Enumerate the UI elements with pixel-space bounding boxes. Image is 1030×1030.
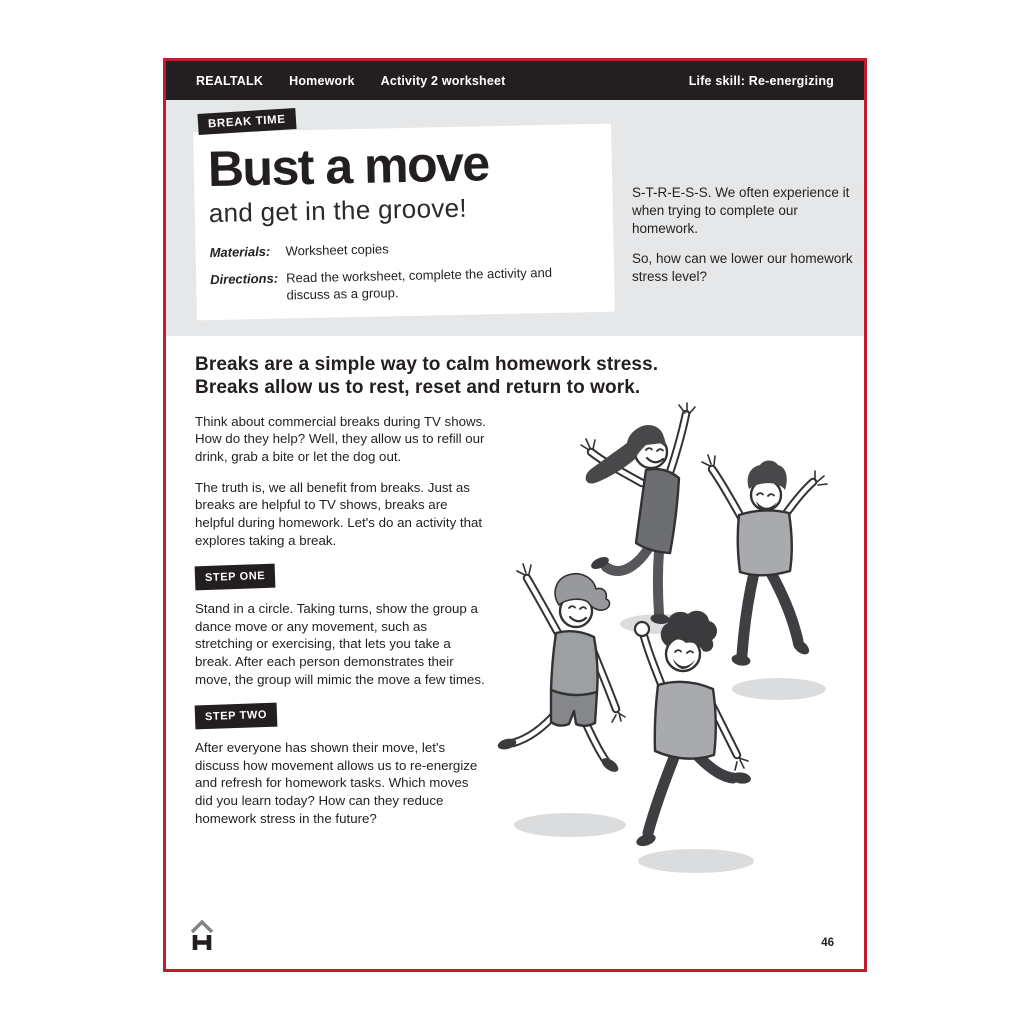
life-skill-label: Life skill: Re-energizing (688, 73, 834, 88)
step-one-badge: STEP ONE (195, 564, 276, 590)
paragraph-tv-breaks: Think about commercial breaks during TV shows. How do they help? Well, they allow us to refill our drink, grab a bite or let the dog out. (195, 413, 486, 464)
paragraph-benefit: The truth is, we all benefit from breaks. Just as breaks are helpful to TV shows, breaks are helpful during homework. Let's do an activity that explores taking a break. (195, 479, 483, 548)
breadcrumb (196, 74, 506, 88)
title-card (193, 124, 615, 321)
step-two-badge: STEP TWO (195, 703, 278, 729)
page-subtitle: and get in the groove! (208, 192, 468, 229)
breadcrumb-activity-worksheet: Activity 2 worksheet (380, 73, 506, 88)
page-number: 46 (821, 937, 834, 949)
materials-directions-block (209, 237, 553, 306)
header-bar (166, 61, 864, 100)
step-one-text: Stand in a circle. Taking turns, show the group a dance move or any movement, such as stretching or exercising, that lets you take a break. After each person demonstrates their move, the group will mimic the move a few times. (195, 600, 485, 687)
hero-panel (166, 100, 864, 336)
intro-heading-line1: Breaks are a simple way to calm homework stress. (195, 354, 659, 375)
dancer-center-man (635, 611, 752, 849)
breadcrumb-homework: Homework (289, 73, 355, 88)
stress-note-para2: So, how can we lower our homework stress level? (632, 251, 853, 285)
page-title: Bust a move (207, 135, 490, 198)
brand-label: REALTALK (196, 73, 264, 88)
break-time-badge: BREAK TIME (197, 108, 296, 135)
materials-label: Materials: (209, 243, 271, 261)
jumping-people-illustration (496, 393, 864, 881)
dancer-bottom-left-woman (497, 564, 625, 775)
left-text-column (195, 413, 487, 828)
step-two-text: After everyone has shown their move, let's discuss how movement allows us to re-energize and refresh for homework tasks. Which moves did you learn today? How can they reduce homework stress in the future? (195, 739, 478, 826)
directions-label: Directions: (209, 270, 279, 287)
stress-note (632, 184, 854, 286)
house-logo-icon (188, 918, 216, 956)
stress-note-para1: S-T-R-E-S-S. We often experience it when trying to complete our homework. (632, 185, 850, 236)
directions-value: Read the worksheet, complete the activity and discuss as a group. (285, 264, 553, 303)
dancer-top-right-man (702, 455, 827, 667)
intro-heading-line2: Breaks allow us to rest, reset and return to work. (195, 376, 641, 398)
materials-value: Worksheet copies (285, 241, 389, 259)
worksheet-page (163, 58, 867, 972)
